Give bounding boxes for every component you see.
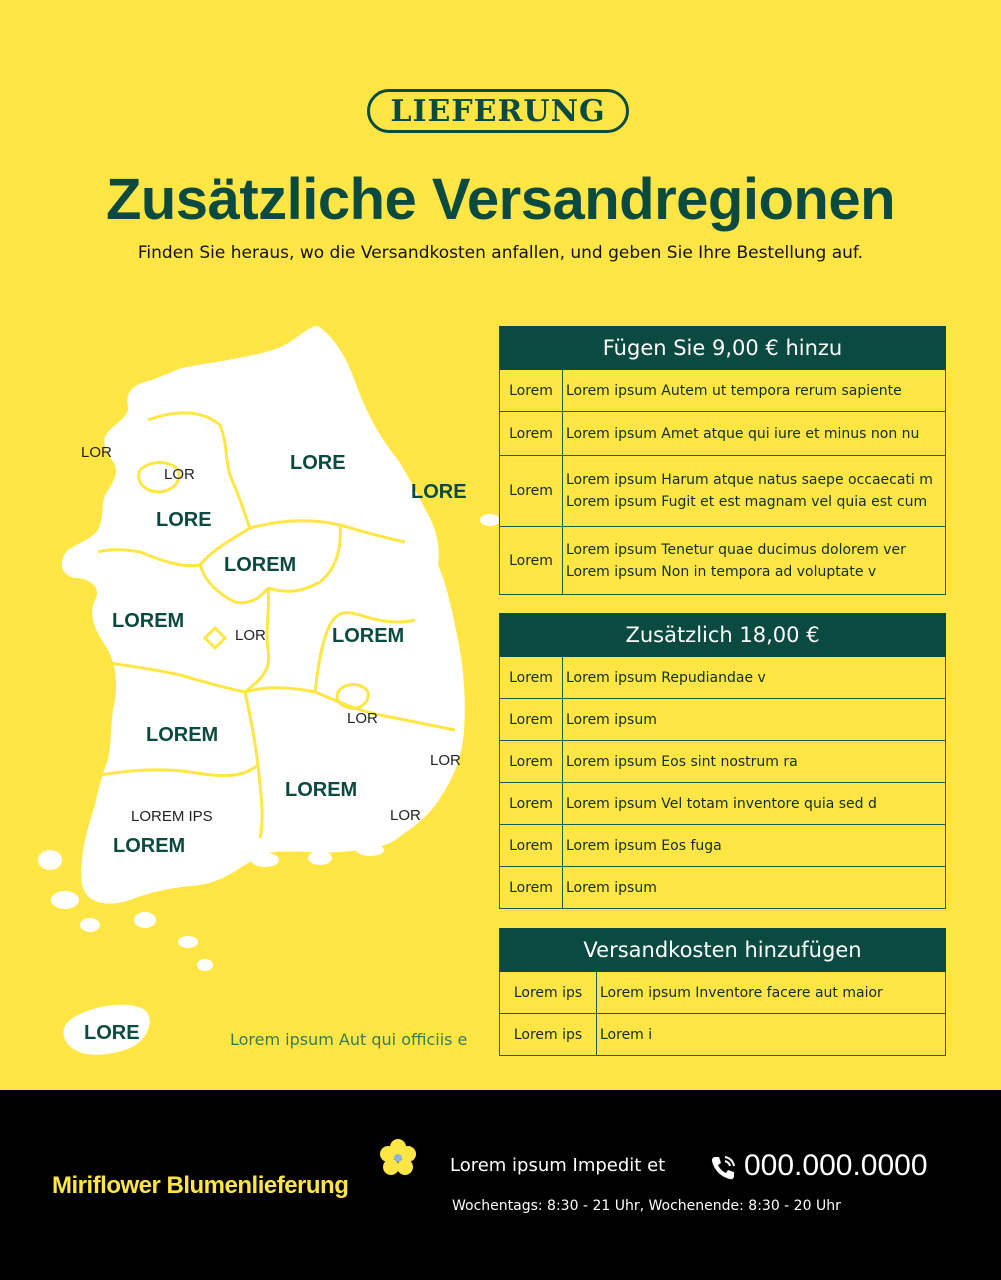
table-row [500, 972, 946, 1014]
table-cell-detail: Lorem i [597, 1014, 946, 1056]
table-cell-detail [563, 456, 946, 527]
phone-number[interactable]: 000.000.0000 [744, 1149, 928, 1182]
table-cell-region: Lorem [500, 825, 563, 867]
map-island-2 [38, 850, 62, 870]
map-label-7: LOREM [112, 610, 185, 632]
table-cell-line: Lorem ipsum Fugit et est magnam vel quia est cum [566, 494, 928, 510]
table-row [500, 456, 946, 527]
table-row [500, 783, 946, 825]
delivery-badge: LIEFERUNG [367, 89, 629, 133]
table-cell-detail: Lorem ipsum Eos fuga [563, 825, 946, 867]
map-label-14: LOREM IPS [131, 808, 213, 825]
table-cell-line: Lorem ipsum Tenetur quae ducimus dolorem ver [566, 541, 906, 558]
map-island-1 [480, 514, 500, 526]
table-row [500, 657, 946, 699]
map-island-6 [178, 936, 198, 948]
brand-name: Miriflower Blumenlieferung [52, 1172, 349, 1199]
page-subtitle: Finden Sie heraus, wo die Versandkosten anfallen, und geben Sie Ihre Bestellung auf. [137, 243, 864, 263]
price-table-1 [499, 326, 946, 595]
map-label-3: LORE [290, 452, 346, 474]
table-cell-detail: Lorem ipsum [563, 867, 946, 909]
map-label-8: LOR [235, 627, 266, 644]
table-row [500, 527, 946, 595]
table-cell-region: Lorem [500, 867, 563, 909]
map-island-3 [51, 891, 79, 909]
map-label-2: LOR [164, 466, 195, 483]
table-cell-detail: Lorem ipsum Amet atque qui iure et minus non nu [563, 412, 946, 456]
price-table-3 [499, 928, 946, 1056]
map-label-16: LOREM [113, 835, 186, 857]
contact-line: Lorem ipsum Impedit et [450, 1155, 666, 1176]
table-cell-region: Lorem [500, 783, 563, 825]
map-label-4: LORE [411, 481, 467, 503]
map-island-10 [356, 844, 384, 856]
table-row [500, 741, 946, 783]
map-island-7 [197, 959, 213, 971]
map-label-15: LOR [390, 807, 421, 824]
table-cell-line: Lorem ipsum Non in tempora ad voluptate v [566, 563, 877, 580]
table-cell-line: Lorem ipsum Harum atque natus saepe occaecati m [566, 472, 933, 488]
table-cell-detail: Lorem ipsum [563, 699, 946, 741]
table-row [500, 1014, 946, 1056]
table-row [500, 412, 946, 456]
table-cell-region: Lorem ips [500, 972, 597, 1014]
region-map [20, 320, 500, 1080]
map-label-1: LOR [81, 444, 112, 461]
table-row [500, 825, 946, 867]
table-row [500, 370, 946, 412]
table-2-header: Zusätzlich 18,00 € [500, 614, 946, 657]
table-cell-detail: Lorem ipsum Vel totam inventore quia sed d [563, 783, 946, 825]
map-label-9: LOREM [332, 625, 405, 647]
opening-hours: Wochentags: 8:30 - 21 Uhr, Wochenende: 8:30 - 20 Uhr [452, 1198, 841, 1214]
map-label-5: LORE [156, 509, 212, 531]
table-row [500, 699, 946, 741]
table-cell-region: Lorem ips [500, 1014, 597, 1056]
map-label-17: LORE [84, 1022, 140, 1044]
map-note: Lorem ipsum Aut qui officiis e [230, 1030, 468, 1049]
table-cell-region: Lorem [500, 370, 563, 412]
phone-icon [708, 1153, 738, 1183]
flower-icon [378, 1138, 418, 1178]
price-table-2 [499, 613, 946, 909]
map-island-4 [80, 918, 100, 932]
table-cell-detail: Lorem ipsum Repudiandae v [563, 657, 946, 699]
map-label-12: LOR [430, 752, 461, 769]
table-cell-detail: Lorem ipsum Autem ut tempora rerum sapiente [563, 370, 946, 412]
map-label-6: LOREM [224, 554, 297, 576]
table-cell-region: Lorem [500, 456, 563, 527]
page-title: Zusätzliche Versandregionen [105, 167, 896, 232]
map-label-10: LOR [347, 710, 378, 727]
map-island-9 [308, 851, 332, 865]
map-label-11: LOREM [146, 724, 219, 746]
table-cell-detail: Lorem ipsum Eos sint nostrum ra [563, 741, 946, 783]
table-3-header: Versandkosten hinzufügen [500, 929, 946, 972]
map-label-13: LOREM [285, 779, 358, 801]
table-cell-detail: Lorem ipsum Inventore facere aut maior [597, 972, 946, 1014]
map-island-8 [251, 853, 279, 867]
table-cell-region: Lorem [500, 527, 563, 595]
table-cell-region: Lorem [500, 699, 563, 741]
table-cell-region: Lorem [500, 741, 563, 783]
table-cell-detail [563, 527, 946, 595]
table-cell-region: Lorem [500, 412, 563, 456]
map-island-5 [134, 912, 156, 928]
table-cell-region: Lorem [500, 657, 563, 699]
table-row [500, 867, 946, 909]
table-1-header: Fügen Sie 9,00 € hinzu [500, 327, 946, 370]
